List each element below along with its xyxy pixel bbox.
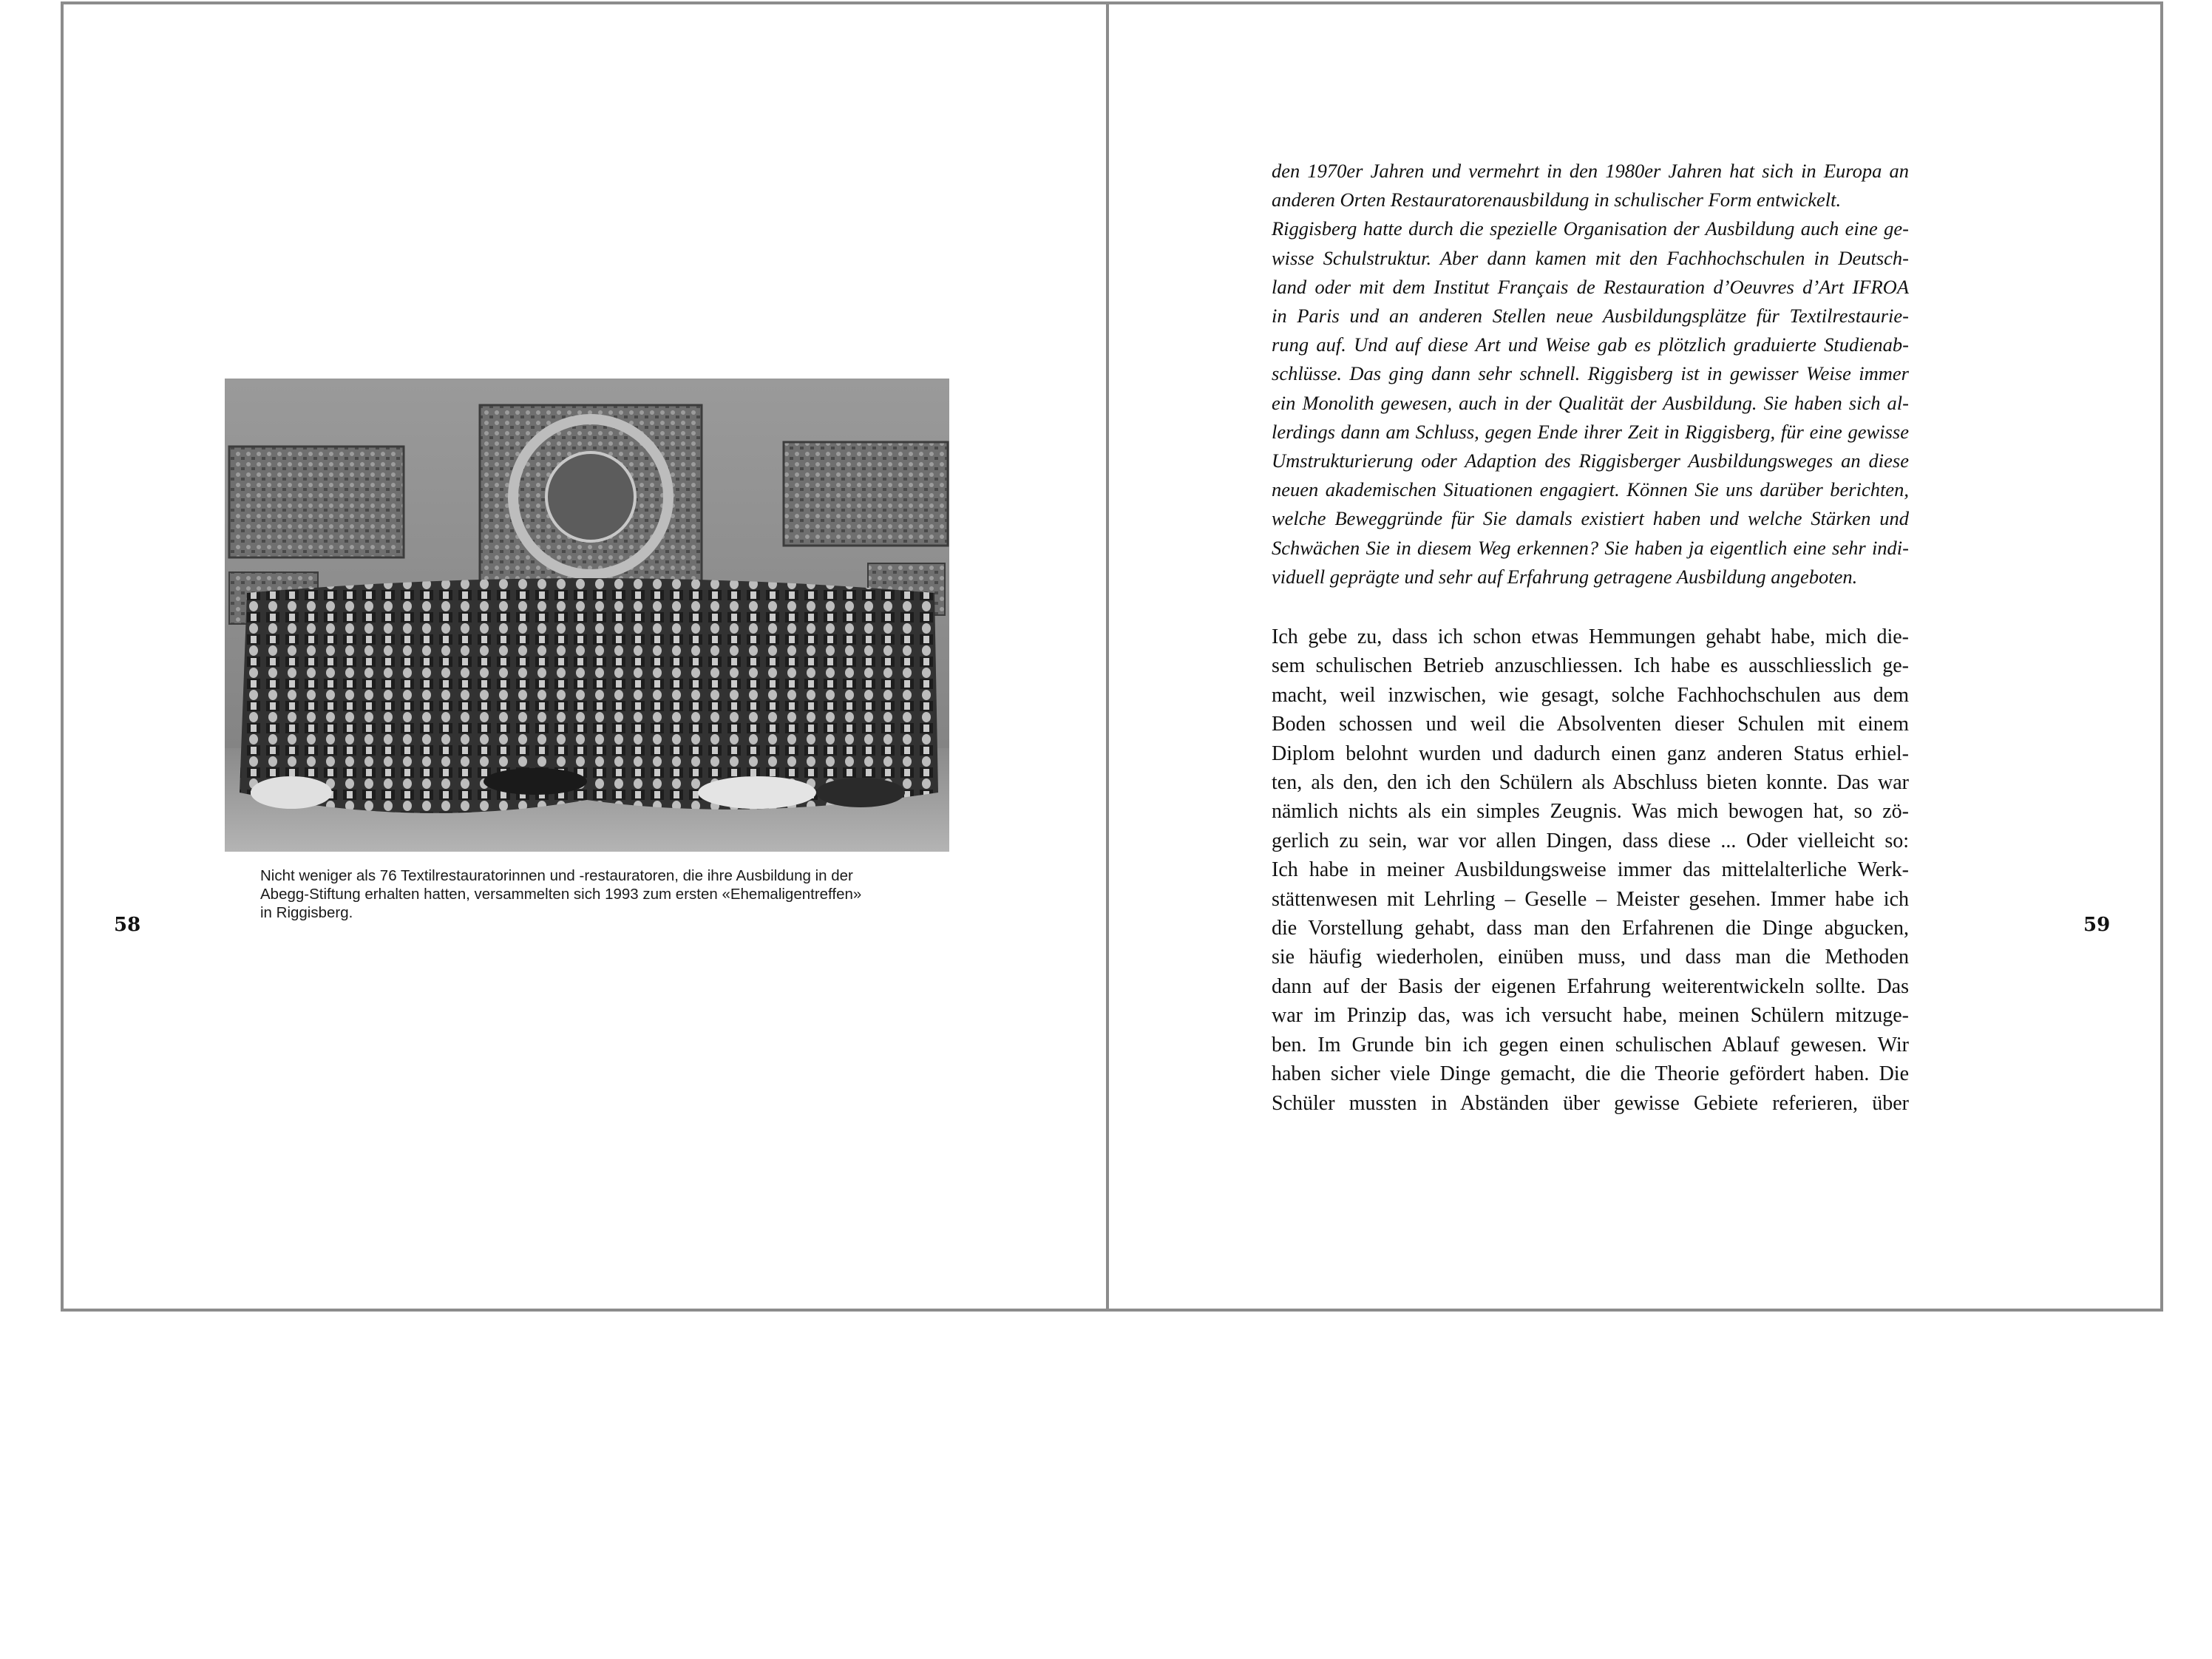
text-line: die Vorstellung gehabt, dass man den Erfahrenen die Dinge abgucken, [1272,917,1909,940]
text-line: den 1970er Jahren und vermehrt in den 1980er Jahren hat sich in Europa an [1272,160,1909,182]
text-line: stättenwesen mit Lehrling – Geselle – Meister gesehen. Immer habe ich [1272,887,1909,911]
text-line: sem schulischen Betrieb anzuschliessen. Ich habe es ausschliesslich ge- [1272,654,1909,678]
text-line: war im Prinzip das, was ich versucht habe, meinen Schülern mitzuge- [1272,1004,1909,1028]
text-line: ten, als den, den ich den Schülern als Abschluss bieten konnte. Das war [1272,771,1909,795]
photo-caption [260,866,934,922]
text-line: dann auf der Basis der eigenen Erfahrung weiterentwickeln sollte. Das [1272,974,1909,998]
text-line: lerdings dann am Schluss, gegen Ende ihrer Zeit in Riggisberg, für eine gewisse [1272,420,1909,443]
answer-paragraph [1272,622,1909,1118]
text-line: land oder mit dem Institut Français de Restauration d’Oeuvres d’Art IFROA [1272,275,1909,298]
caption-line: in Riggisberg. [260,904,353,921]
text-line: wisse Schulstruktur. Aber dann kamen mit den Fachhochschulen in Deutsch- [1272,246,1909,269]
text-line: Schüler mussten in Abständen über gewisse Gebiete referieren, über [1272,1091,1909,1115]
page-number-right: 59 [2083,914,2111,936]
text-line: rung auf. Und auf diese Art und Weise gab es plötzlich graduierte Studienab- [1272,333,1909,356]
text-line: sie häufig wiederholen, einüben muss, und dass man die Methoden [1272,946,1909,969]
text-line: Ich gebe zu, dass ich schon etwas Hemmungen gehabt habe, mich die- [1272,625,1909,648]
text-line: Boden schossen und weil die Absolventen dieser Schulen mit einem [1272,713,1909,736]
text-line: Umstrukturierung oder Adaption des Riggisberger Ausbildungsweges an diese [1272,449,1909,472]
text-line: Riggisberg hatte durch die spezielle Organisation der Ausbildung auch eine ge- [1272,217,1909,240]
text-line: schlüsse. Das ging dann sehr schnell. Riggisberg ist in gewisser Weise immer [1272,362,1909,385]
text-line: ein Monolith gewesen, auch in der Qualität der Ausbildung. Sie haben sich al- [1272,391,1909,414]
text-line: nämlich nichts als ein simples Zeugnis. Was mich bewogen hat, so zö- [1272,800,1909,824]
text-line: haben sicher viele Dinge gemacht, die die Theorie gefördert haben. Die [1272,1062,1909,1086]
text-line: gerlich zu sein, war vor allen Dingen, dass diese ... Oder vielleicht so: [1272,829,1909,852]
caption-line: Nicht weniger als 76 Textilrestauratorinnen und -restauratoren, die ihre Ausbildung in der [260,867,853,884]
page-gutter [1106,1,1109,1312]
text-line: in Paris und an anderen Stellen neue Ausbildungsplätze für Textilrestaurie- [1272,305,1909,328]
text-line: neuen akademischen Situationen engagiert. Können Sie uns darüber berichten, [1272,478,1909,501]
page-number-left: 58 [114,914,141,936]
text-line: Schwächen Sie in diesem Weg erkennen? Sie haben ja eigentlich eine sehr indi- [1272,536,1909,559]
text-line: viduell geprägte und sehr auf Erfahrung getragene Ausbildung angeboten. [1272,565,1858,588]
group-photo-icon [225,379,949,852]
text-line: Ich habe in meiner Ausbildungsweise immer das mittelalterliche Werk- [1272,858,1909,882]
text-line: welche Beweggründe für Sie damals existiert haben und welche Stärken und [1272,507,1909,530]
caption-line: Abegg-Stiftung erhalten hatten, versammelten sich 1993 zum ersten «Ehemaligentreffen» [260,886,862,903]
text-line: macht, weil inzwischen, wie gesagt, solche Fachhochschulen aus dem [1272,683,1909,707]
text-line: anderen Orten Restauratorenausbildung in schulischer Form entwickelt. [1272,189,1842,211]
question-paragraph [1272,157,1909,591]
text-line: Diplom belohnt wurden und dadurch einen ganz anderen Status erhiel- [1272,742,1909,765]
text-line: ben. Im Grunde bin ich gegen einen schulischen Ablauf gewesen. Wir [1272,1033,1909,1056]
